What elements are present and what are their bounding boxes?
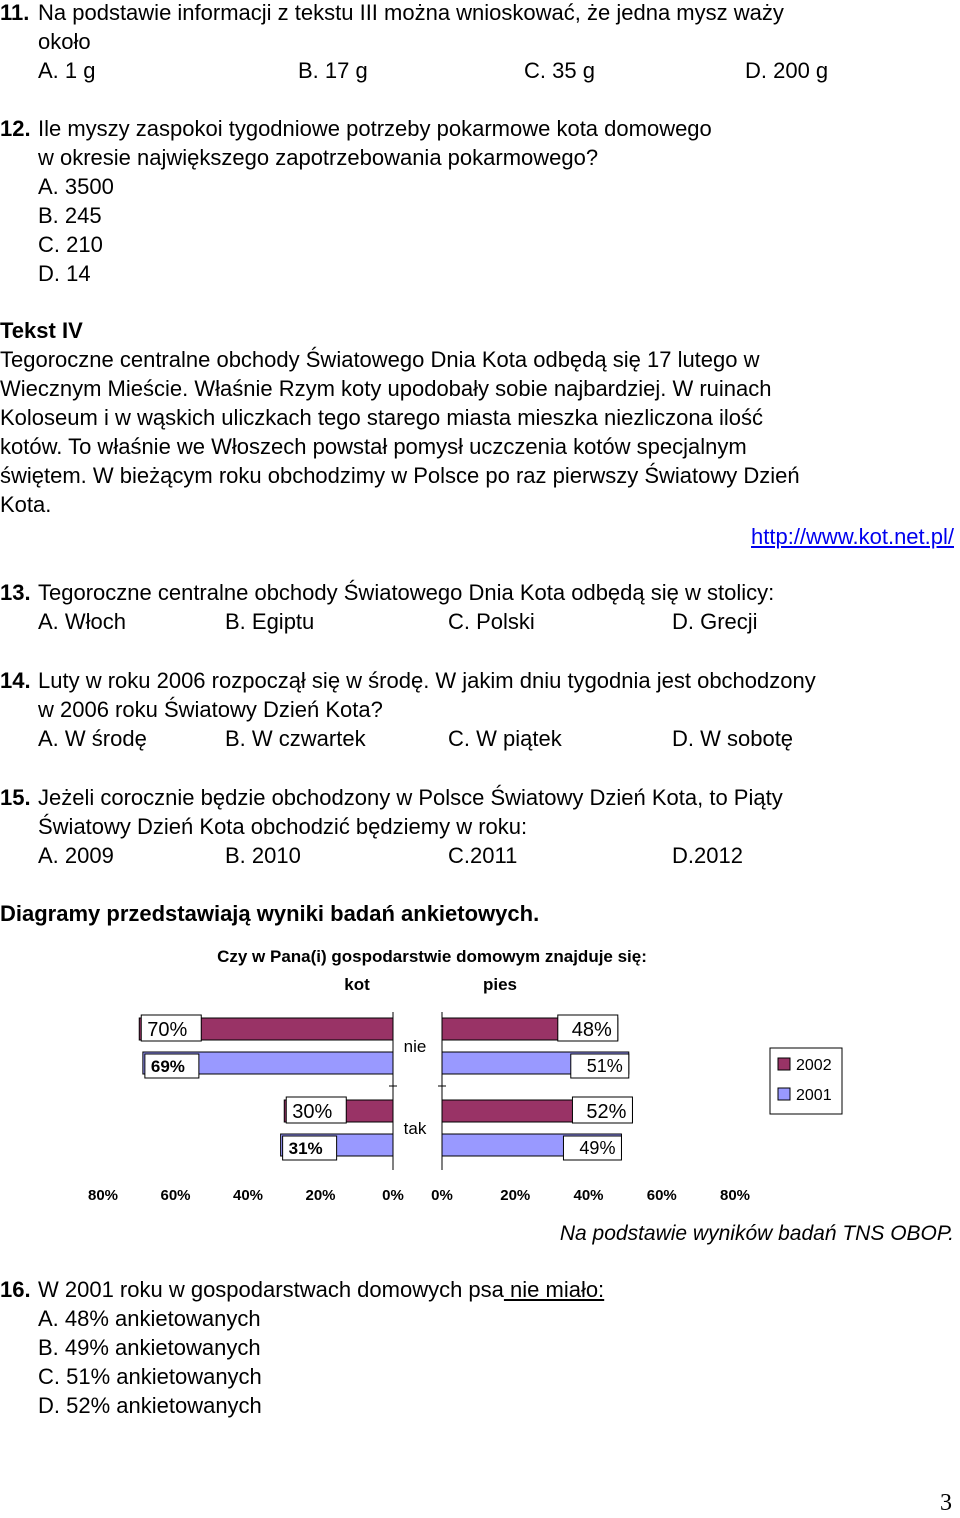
question-text: Tegoroczne centralne obchody Światowego Dnia Kota odbędą się w stolicy: [38,580,775,605]
question-number: 15. [0,785,31,810]
question-text: w okresie największego zapotrzebowania pokarmowego? [38,145,599,170]
chart-title: Czy w Pana(i) gospodarstwie domowym znajduje się: [217,947,647,966]
x-tick-pies: 80% [719,1187,751,1204]
answer-option[interactable]: A. 1 g [38,58,96,83]
answer-option[interactable]: B. W czwartek [225,726,366,751]
page-number: 3 [940,1490,952,1516]
x-tick-pies: 0% [431,1187,453,1204]
diagram-heading: Diagramy przedstawiają wyniki badań ankietowych. [0,901,540,926]
question-text: Ile myszy zaspokoi tygodniowe potrzeby pokarmowe kota domowego [38,116,712,141]
question-number: 13. [0,580,31,605]
x-tick-kot: 0% [382,1187,404,1204]
legend-swatch-2002 [778,1058,790,1070]
answer-option[interactable]: A. 3500 [38,174,114,199]
question-number: 16. [0,1277,31,1302]
x-tick-kot: 40% [232,1187,264,1204]
section-title: Tekst IV [0,318,83,343]
answer-option[interactable]: A. Włoch [38,609,127,634]
answer-option[interactable]: B. Egiptu [225,609,315,634]
panel-label-kot: kot [344,975,370,994]
answer-option[interactable]: A. 48% ankietowanych [38,1306,261,1331]
paragraph-line: świętem. W bieżącym roku obchodzimy w Polsce po raz pierwszy Światowy Dzień [0,463,800,488]
data-label-pies-2002: 48% [571,1019,612,1041]
answer-option[interactable]: D. 52% ankietowanych [38,1393,262,1418]
answer-option[interactable]: C. 51% ankietowanych [38,1364,262,1389]
answer-option[interactable]: D. 200 g [745,58,829,83]
question-text: około [38,29,91,54]
question-text: Luty w roku 2006 rozpoczął się w środę. W jakim dniu tygodnia jest obchodzony [38,668,816,693]
paragraph-line: Koloseum i w wąskich uliczkach tego starego miasta mieszka niezliczona ilość [0,405,763,430]
answer-option[interactable]: B. 49% ankietowanych [38,1335,261,1360]
answer-option[interactable]: C. Polski [448,609,535,634]
x-tick-pies: 20% [500,1187,531,1204]
answer-option[interactable]: A. 2009 [38,843,114,868]
answer-option[interactable]: B. 245 [38,203,102,228]
data-label-pies-2002: 52% [586,1101,627,1123]
x-tick-kot: 60% [160,1187,191,1204]
data-label-pies-2001: 49% [579,1138,616,1158]
legend-swatch-2001 [778,1088,790,1100]
source-link[interactable]: http://www.kot.net.pl/ [751,524,954,549]
survey-bar-chart [60,940,860,1204]
answer-option[interactable]: B. 2010 [225,843,301,868]
answer-option[interactable]: D. 14 [38,261,91,286]
legend-label-2001: 2001 [796,1087,832,1104]
answer-option[interactable]: B. 17 g [298,58,368,83]
answer-option[interactable]: D. Grecji [672,609,758,634]
chart-source: Na podstawie wyników badań TNS OBOP. [559,1222,954,1245]
category-label: tak [403,1119,427,1138]
panel-label-pies: pies [482,975,518,994]
answer-option[interactable]: C. 210 [38,232,103,257]
question-text-underlined: nie miało: [503,1277,605,1302]
question-number: 11. [0,0,30,25]
x-tick-kot: 20% [305,1187,336,1204]
answer-option[interactable]: A. W środę [38,726,147,751]
question-text: Na podstawie informacji z tekstu III można wnioskować, że jedna mysz waży [38,0,784,25]
data-label-kot-2001: 31% [288,1139,323,1158]
paragraph-line: kotów. To właśnie we Włoszech powstał pomysł uczczenia kotów specjalnym [0,434,747,459]
answer-option[interactable]: C.2011 [448,843,518,868]
x-tick-pies: 60% [646,1187,677,1204]
answer-option[interactable]: D.2012 [672,843,743,868]
question-text-part: W 2001 roku w gospodarstwach domowych psa [38,1277,504,1302]
data-label-pies-2001: 51% [586,1056,623,1076]
x-tick-pies: 40% [573,1187,604,1204]
paragraph-line: Tegoroczne centralne obchody Światowego Dnia Kota odbędą się 17 lutego w [0,347,760,372]
answer-option[interactable]: D. W sobotę [672,726,794,751]
paragraph-line: Wiecznym Mieście. Właśnie Rzym koty upodobały sobie najbardziej. W ruinach [0,376,772,401]
data-label-kot-2001: 69% [150,1057,185,1076]
question-text [38,1277,604,1303]
question-text: Światowy Dzień Kota obchodzić będziemy w roku: [38,814,528,839]
question-text: Jeżeli corocznie będzie obchodzony w Polsce Światowy Dzień Kota, to Piąty [38,785,783,810]
category-label: nie [403,1037,427,1056]
question-text: w 2006 roku Światowy Dzień Kota? [38,697,383,722]
data-label-kot-2002: 30% [292,1101,333,1123]
question-number: 14. [0,668,31,693]
data-label-kot-2002: 70% [147,1019,188,1041]
question-number: 12. [0,116,31,141]
legend-label-2002: 2002 [796,1057,832,1074]
answer-option[interactable]: C. 35 g [524,58,595,83]
answer-option[interactable]: C. W piątek [448,726,562,751]
paragraph-line: Kota. [0,492,52,517]
x-tick-kot: 80% [87,1187,119,1204]
